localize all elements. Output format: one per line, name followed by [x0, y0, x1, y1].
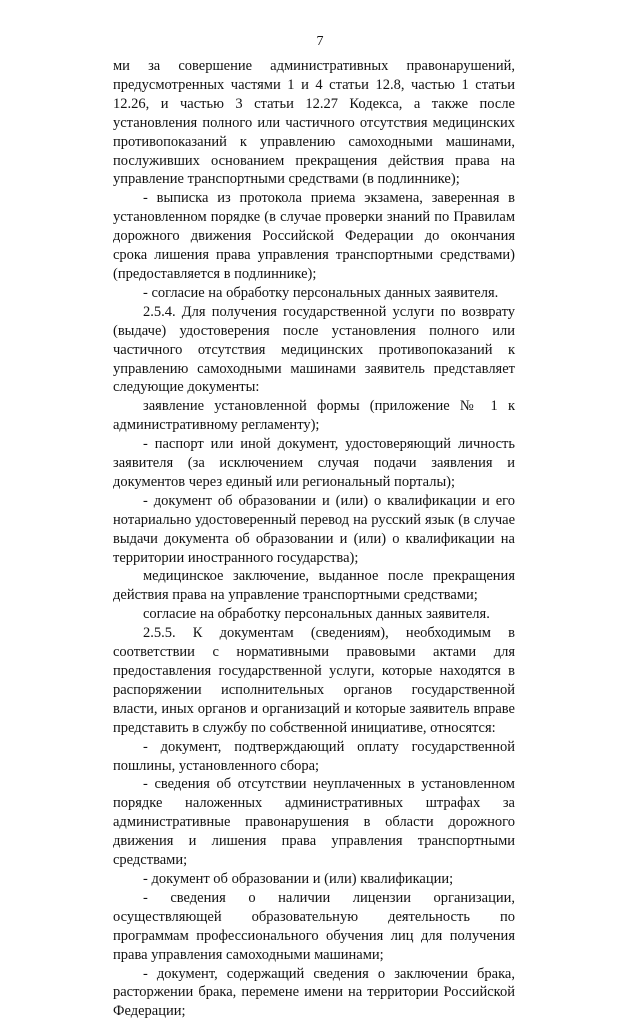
section-2-5-5: 2.5.5. К документам (сведениям), необходимым в соответствии с нормативными правовыми актами для предоставления государственной услуги, которые находятся в распоряжении исполнительных органов государственной власти, иных органов и организаций и которые заявитель вправе представить в службу по собственной инициативе, относятся:	[113, 624, 515, 737]
list-item-marriage-info: - документ, содержащий сведения о заключении брака, расторжении брака, перемене имени на территории Российской Федерации;	[113, 965, 515, 1021]
list-item-consent-2: согласие на обработку персональных данных заявителя.	[113, 605, 515, 624]
list-item-education-document: - документ об образовании и (или) о квалификации и его нотариально удостоверенный перевод на русский язык (в случае выдачи документа об образовании и (или) о квалификации на территории иностранного государства);	[113, 492, 515, 568]
section-2-5-4: 2.5.4. Для получения государственной услуги по возврату (выдаче) удостоверения после установления полного или частичного отсутствия медицинских противопоказаний к управлению самоходными машинами заявитель представляет следующие документы:	[113, 303, 515, 398]
list-item-fines-info: - сведения об отсутствии неуплаченных в установленном порядке наложенных административных штрафах за административные правонарушения в области дорожного движения и лишения права управления транспортными средствами;	[113, 775, 515, 870]
list-item-exam-protocol: - выписка из протокола приема экзамена, заверенная в установленном порядке (в случае проверки знаний по Правилам дорожного движения Российской Федерации до окончания срока лишения права управления транспортными средствами) (предоставляется в подлиннике);	[113, 189, 515, 284]
list-item-license-info: - сведения о наличии лицензии организации, осуществляющей образовательную деятельность по программам профессионального обучения лиц для получения права управления самоходными машинами;	[113, 889, 515, 965]
list-item-passport: - паспорт или иной документ, удостоверяющий личность заявителя (за исключением случая подачи заявления и документов через единый или региональный порталы);	[113, 435, 515, 492]
list-item-qualification: - документ об образовании и (или) квалификации;	[113, 870, 515, 889]
list-item-consent: - согласие на обработку персональных данных заявителя.	[113, 284, 515, 303]
list-item-fee-payment: - документ, подтверждающий оплату государственной пошлины, установленного сбора;	[113, 738, 515, 776]
list-item-application-form: заявление установленной формы (приложение № 1 к административному регламенту);	[113, 397, 515, 435]
paragraph-continuation: ми за совершение административных правонарушений, предусмотренных частями 1 и 4 статьи 12.8, частью 1 статьи 12.26, и частью 3 статьи 12.27 Кодекса, а также после установления полного или частичного отсутствия медицинских противопоказаний к управлению самоходными машинами, послуживших основанием прекращения действия права на управление транспортными средствами (в подлиннике);	[113, 57, 515, 189]
document-body	[113, 57, 515, 1021]
page-number: 7	[0, 34, 640, 50]
list-item-medical-conclusion: медицинское заключение, выданное после прекращения действия права на управление транспортными средствами;	[113, 567, 515, 605]
